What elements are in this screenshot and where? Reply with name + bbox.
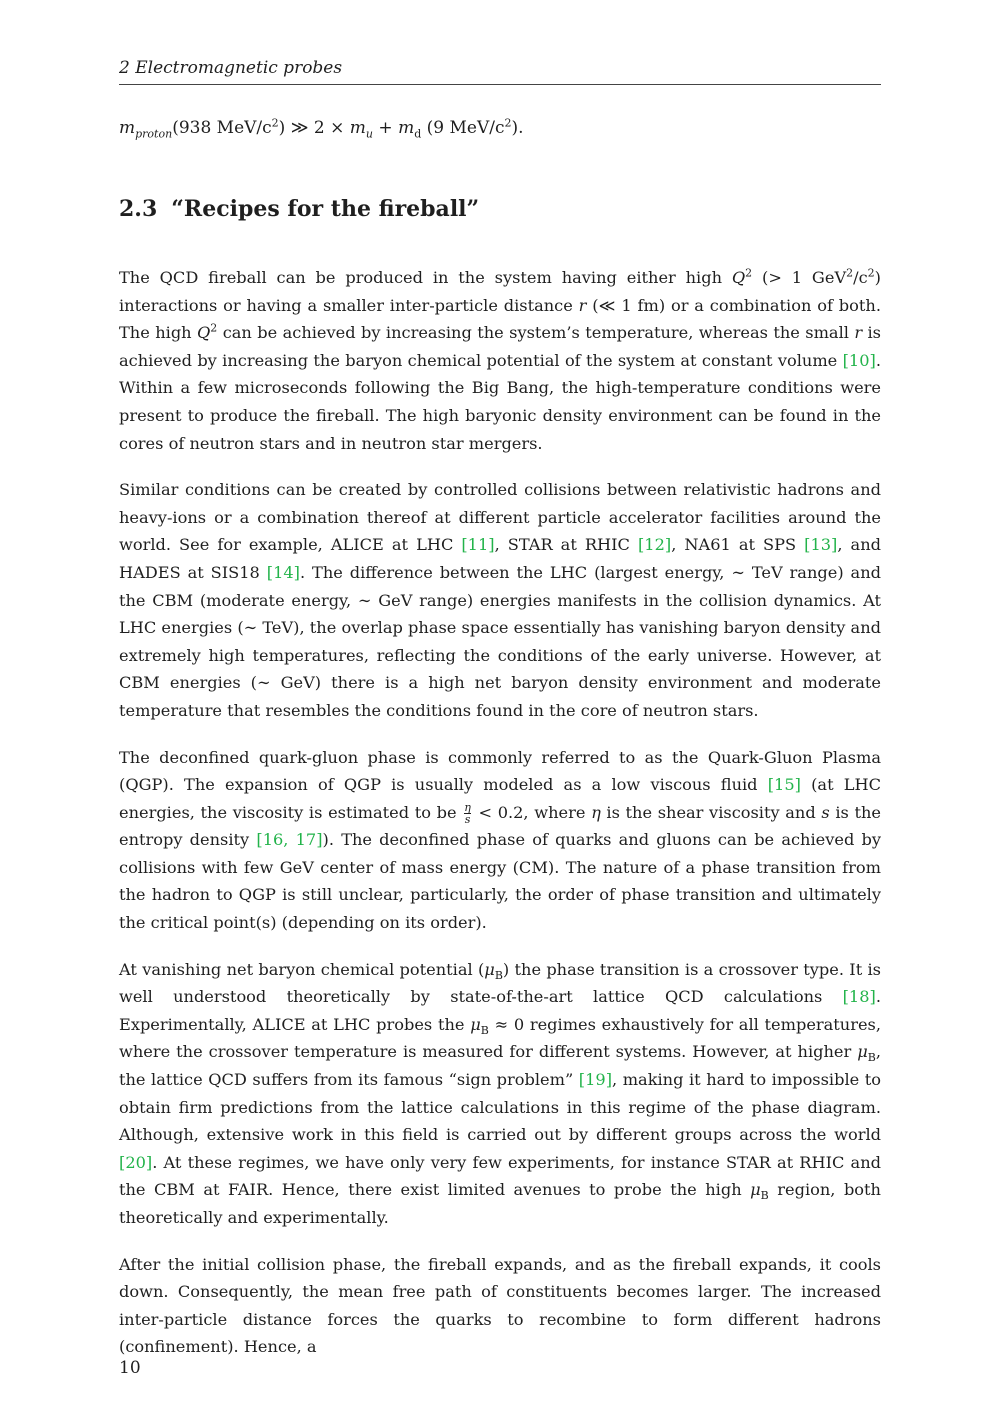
citation-link[interactable]: [13] [804,535,838,555]
paragraph-2: Similar conditions can be created by controlled collisions between relativistic hadrons and heavy-ions or a combination thereof at different particle accelerator facilities around the world. See for example, ALICE at LHC [11], STAR at RHIC [12], NA61 at SPS [13], and HADES at SIS18 [14]. The difference between the LHC (largest energy, ∼ TeV range) and the CBM (moderate energy, ∼ GeV range) energies manifests in the collision dynamics. At LHC energies (∼ TeV), the overlap phase space essentially has vanishing baryon density and extremely high temperatures, reflecting the conditions of the early universe. However, at CBM energies (∼ GeV) there is a high net baryon density environment and moderate temperature that resembles the conditions found in the core of neutron stars. [119,480,881,720]
section-heading [119,196,479,222]
citation-link[interactable]: [15] [767,775,801,795]
citation-link[interactable]: [12] [637,535,672,555]
citation-link[interactable]: [16, 17] [256,830,323,850]
paragraph-3: The deconfined quark-gluon phase is commonly referred to as the Quark-Gluon Plasma (QGP). The expansion of QGP is usually modeled as a low viscous fluid [15] (at LHC energies, the viscosity is estimated to be $\frac{\eta}{s}$ < 0.2, where η is the shear viscosity and s is the entropy density [16, 17]). The deconfined phase of quarks and gluons can be achieved by collisions with few GeV center of mass energy (CM). The nature of a phase transition from the hadron to QGP is still unclear, particularly, the order of phase transition and ultimately the critical point(s) (depending on its order). [119,747,881,933]
paragraph-5: After the initial collision phase, the fireball expands, and as the fireball expands, it cools down. Consequently, the mean free path of constituents becomes larger. The increased inter-particle distance forces the quarks to recombine to form different hadrons (confinement). Hence, a [119,1254,881,1357]
citation-link[interactable]: [11] [461,535,495,555]
eta-over-s-fraction: $\frac{\eta}{s}$ [464,800,471,826]
section-number: 2.3 [119,196,158,222]
body-text [119,264,881,1380]
running-header [119,58,881,85]
citation-link[interactable]: [18] [842,987,876,1007]
citation-link[interactable]: [20] [119,1152,153,1172]
section-title: “Recipes for the fireball” [171,196,480,222]
page-number: 10 [119,1358,141,1378]
citation-link[interactable]: [10] [842,350,876,370]
paragraph-1: The QCD fireball can be produced in the system having either high $Q^2$ (> 1 $GeV^2/c^2$) interactions or having a smaller inter-particle distance r (≪ 1 fm) or a combination of both. The high $Q^2$ can be achieved by increasing the system’s temperature, whereas the small r is achieved by increasing the baryon chemical potential of the system at constant volume [10]. Within a few microseconds following the Big Bang, the high-temperature conditions were present to produce the fireball. The high baryonic density environment can be found in the cores of neutron stars and in neutron star mergers. [119,266,881,453]
citation-link[interactable]: [14] [266,562,300,582]
running-header-title: 2 Electromagnetic probes [119,58,343,78]
paragraph-4: At vanishing net baryon chemical potential $(\mu_B)$ the phase transition is a crossover type. It is well understood theoretically by state-of-the-art lattice QCD calculations [18]. Experimentally, ALICE at LHC probes the $\mu_B \approx 0$ regimes exhaustively for all temperatures, where the crossover temperature is measured for different systems. However, at higher $\mu_B$, the lattice QCD suffers from its famous “sign problem” [19], making it hard to impossible to obtain firm predictions from the lattice calculations in this regime of the phase diagram. Although, extensive work in this field is carried out by different groups across the world [20]. At these regimes, we have only very few experiments, for instance STAR at RHIC and the CBM at FAIR. Hence, there exist limited avenues to probe the high $\mu_B$ region, both theoretically and experimentally. [119,959,882,1227]
citation-link[interactable]: [19] [578,1070,613,1090]
display-equation: $m_{proton}(938$ MeV/$c^2$) ≫ $2 \times m_u + m_d$ (9 MeV/$c^2$). [119,116,524,141]
